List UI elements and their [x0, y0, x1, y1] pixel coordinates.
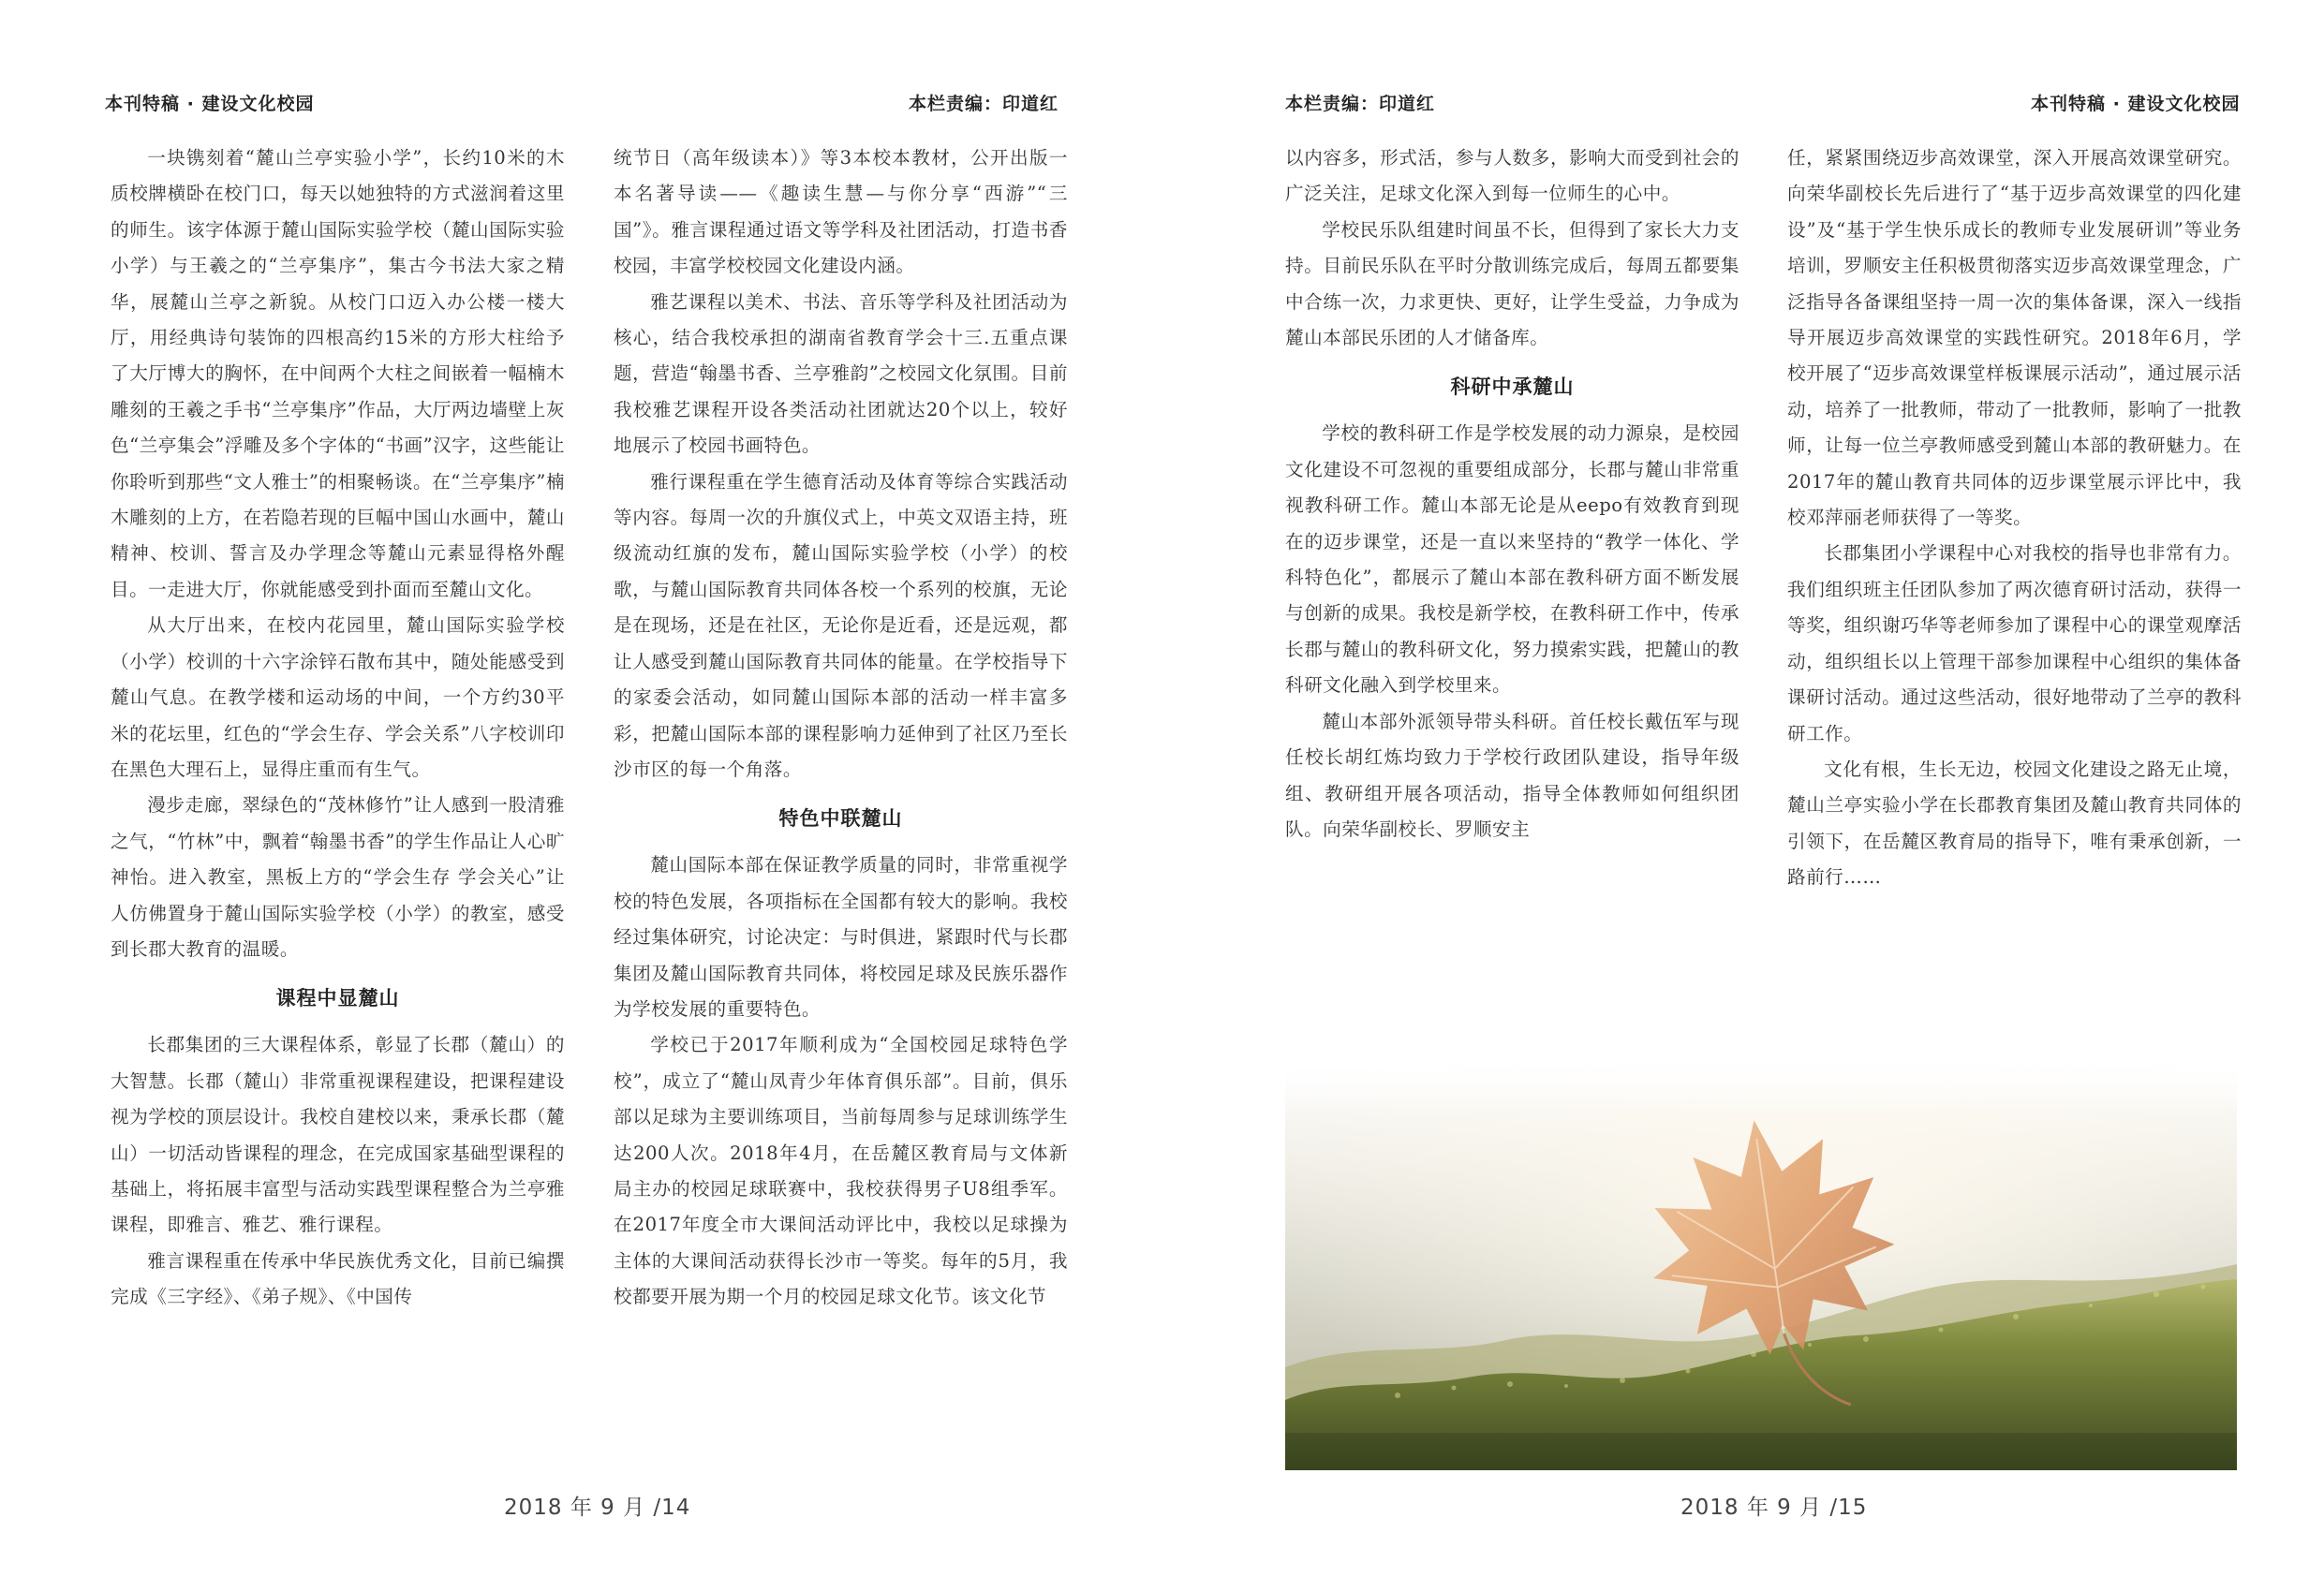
paragraph: 雅言课程重在传承中华民族优秀文化，目前已编撰完成《三字经》、《弟子规》、《中国传 — [111, 1249, 565, 1308]
article-column-3 — [1285, 140, 1739, 847]
right-page-editor-header: 本栏责编：印道红 — [1285, 94, 1436, 114]
section-heading: 特色中联麓山 — [778, 807, 903, 831]
paragraph: 统节日（高年级读本）》等3本校本教材，公开出版一本名著导读——《趣读生慧—与你分享“西游”“三国”》。雅言课程通过语文等学科及社团活动，打造书香校园，丰富学校校园文化建设内涵。 — [614, 147, 1068, 277]
right-page-section-header: 本刊特稿 · 建设文化校园 — [2031, 94, 2241, 114]
paragraph: 文化有根，生长无边，校园文化建设之路无止境，麓山兰亭实验小学在长郡教育集团及麓山教育共同体的引领下，在岳麓区教育局的指导下，唯有秉承创新，一路前行…… — [1787, 758, 2242, 889]
left-page-editor-header: 本栏责编：印道红 — [909, 94, 1059, 114]
paragraph: 任，紧紧围绕迈步高效课堂，深入开展高效课堂研究。向荣华副校长先后进行了“基于迈步高效课堂的四化建设”及“基于学生快乐成长的教师专业发展研训”等业务培训，罗顺安主任积极贯彻落实迈步高效课堂理念，广泛指导各备课组坚持一周一次的集体备课，深入一线指导开展迈步高效课堂的实践性研究。2018年6月，学校开展了“迈步高效课堂样板课展示活动”，通过展示活动，培养了一批教师，带动了一批教师，影响了一批教师，让每一位兰亭教师感受到麓山本部的教研魅力。在2017年的麓山教育共同体的迈步课堂展示评比中，我校邓萍丽老师获得了一等奖。 — [1787, 147, 2242, 529]
paragraph: 以内容多，形式活，参与人数多，影响大而受到社会的广泛关注，足球文化深入到每一位师生的心中。 — [1285, 147, 1739, 205]
left-page-number: 2018 年 9 月 /14 — [504, 1496, 691, 1520]
paragraph: 漫步走廊，翠绿色的“茂林修竹”让人感到一股清雅之气，“竹林”中，飘着“翰墨书香”的学生作品让人心旷神怡。进入教室，黑板上方的“学会生存 学会关心”让人仿佛置身于麓山国际实验学校（小学）的教室，感受到长郡大教育的温暖。 — [111, 794, 565, 960]
article-column-1 — [111, 140, 565, 1316]
paragraph: 学校已于2017年顺利成为“全国校园足球特色学校”，成立了“麓山凤青少年体育俱乐部”。目前，俱乐部以足球为主要训练项目，当前每周参与足球训练学生达200人次。2018年4月，在岳麓区教育局与文体新局主办的校园足球联赛中，我校获得男子U8组季军。在2017年度全市大课间活动评比中，我校以足球操为主体的大课间活动获得长沙市一等奖。每年的5月，我校都要开展为期一个月的校园足球文化节。该文化节 — [614, 1034, 1068, 1308]
paragraph: 雅艺课程以美术、书法、音乐等学科及社团活动为核心，结合我校承担的湖南省教育学会十三.五重点课题，营造“翰墨书香、兰亭雅韵”之校园文化氛围。目前我校雅艺课程开设各类活动社团就达20个以上，较好地展示了校园书画特色。 — [614, 290, 1068, 457]
section-heading: 课程中显麓山 — [275, 987, 400, 1010]
paragraph: 麓山国际本部在保证教学质量的同时，非常重视学校的特色发展，各项指标在全国都有较大的影响。我校经过集体研究，讨论决定：与时俱进，紧跟时代与长郡集团及麓山国际教育共同体，将校园足球及民族乐器作为学校发展的重要特色。 — [614, 854, 1068, 1020]
autumn-leaf-photo — [1285, 1058, 2237, 1470]
article-column-4 — [1787, 140, 2242, 896]
left-page-section-header: 本刊特稿 · 建设文化校园 — [105, 94, 315, 114]
paragraph: 一块镌刻着“麓山兰亭实验小学”，长约10米的木质校牌横卧在校门口，每天以她独特的方式滋润着这里的师生。该字体源于麓山国际实验学校（麓山国际实验小学）与王羲之的“兰亭集序”，集古今书法大家之精华，展麓山兰亭之新貌。从校门口迈入办公楼一楼大厅，用经典诗句装饰的四根高约15米的方形大柱给予了大厅博大的胸怀，在中间两个大柱之间嵌着一幅楠木雕刻的王羲之手书“兰亭集序”作品，大厅两边墙壁上灰色“兰亭集会”浮雕及多个字体的“书画”汉字，这些能让你聆听到那些“文人雅士”的相聚畅谈。在“兰亭集序”楠木雕刻的上方，在若隐若现的巨幅中国山水画中，麓山精神、校训、誓言及办学理念等麓山元素显得格外醒目。一走进大厅，你就能感受到扑面而至麓山文化。 — [111, 147, 565, 600]
paragraph: 麓山本部外派领导带头科研。首任校长戴伍军与现任校长胡红炼均致力于学校行政团队建设，指导年级组、教研组开展各项活动，指导全体教师如何组织团队。向荣华副校长、罗顺安主 — [1285, 710, 1739, 840]
paragraph: 从大厅出来，在校内花园里，麓山国际实验学校（小学）校训的十六字涂锌石散布其中，随处能感受到麓山气息。在教学楼和运动场的中间，一个方约30平米的花坛里，红色的“学会生存、学会关系”八字校训印在黑色大理石上，显得庄重而有生气。 — [111, 614, 565, 780]
paragraph: 雅行课程重在学生德育活动及体育等综合实践活动等内容。每周一次的升旗仪式上，中英文双语主持，班级流动红旗的发布，麓山国际实验学校（小学）的校歌，与麓山国际教育共同体各校一个系列的校旗，无论是在现场，还是在社区，无论你是近看，还是远观，都让人感受到麓山国际教育共同体的能量。在学校指导下的家委会活动，如同麓山国际本部的活动一样丰富多彩，把麓山国际本部的课程影响力延伸到了社区乃至长沙市区的每一个角落。 — [614, 470, 1068, 780]
paragraph: 长郡集团小学课程中心对我校的指导也非常有力。我们组织班主任团队参加了两次德育研讨活动，获得一等奖，组织谢巧华等老师参加了课程中心的课堂观摩活动，组织组长以上管理干部参加课程中心组织的集体备课研讨活动。通过这些活动，很好地带动了兰亭的教科研工作。 — [1787, 542, 2242, 744]
paragraph: 长郡集团的三大课程体系，彰显了长郡（麓山）的大智慧。长郡（麓山）非常重视课程建设，把课程建设视为学校的顶层设计。我校自建校以来，秉承长郡（麓山）一切活动皆课程的理念，在完成国家基础型课程的基础上，将拓展丰富型与活动实践型课程整合为兰亭雅课程，即雅言、雅艺、雅行课程。 — [111, 1034, 565, 1236]
paragraph: 学校的教科研工作是学校发展的动力源泉，是校园文化建设不可忽视的重要组成部分，长郡与麓山非常重视教科研工作。麓山本部无论是从eepo有效教育到现在的迈步课堂，还是一直以来坚持的“教学一体化、学科特色化”，都展示了麓山本部在教科研方面不断发展与创新的成果。我校是新学校，在教科研工作中，传承长郡与麓山的教科研文化，努力摸索实践，把麓山的教科研文化融入到学校里来。 — [1285, 422, 1739, 697]
right-page-number: 2018 年 9 月 /15 — [1680, 1496, 1868, 1520]
article-column-2 — [614, 140, 1068, 1316]
section-heading: 科研中承麓山 — [1450, 376, 1575, 399]
paragraph: 学校民乐队组建时间虽不长，但得到了家长大力支持。目前民乐队在平时分散训练完成后，每周五都要集中合练一次，力求更快、更好，让学生受益，力争成为麓山本部民乐团的人才储备库。 — [1285, 218, 1739, 349]
